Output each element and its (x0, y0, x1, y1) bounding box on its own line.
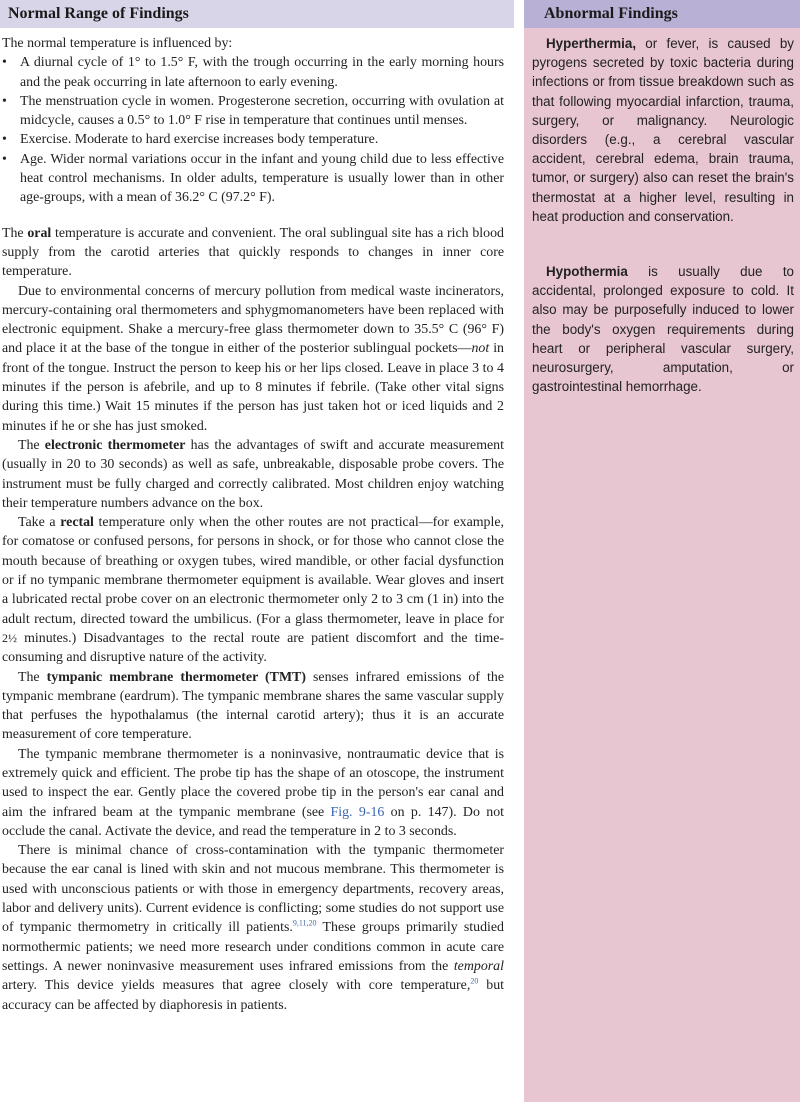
list-item: • Age. Wider normal variations occur in the infant and young child due to less effective heat control mechanisms. In older adults, temperature is usually lower than in other age-groups, with a mean of 36.2° C (97.2° F). (2, 150, 504, 208)
list-item: • The menstruation cycle in women. Progesterone secretion, occurring with ovulation at midcycle, causes a 0.5° to 1.0° F rise in temperature that continues until menses. (2, 92, 504, 131)
table-header (0, 0, 800, 28)
abnormal-findings-column (524, 28, 800, 1102)
electronic-paragraph: The electronic thermometer has the advantages of swift and accurate measurement (usually in 20 to 30 seconds) as well as safe, unbreakable, disposable probe covers. The instrument must be fully charged and correctly calibrated. Most children enjoy watching their temperature numbers advance on the box. (2, 437, 504, 511)
list-item: • Exercise. Moderate to hard exercise increases body temperature. (2, 130, 504, 149)
hyperthermia-paragraph: Hyperthermia, or fever, is caused by pyrogens secreted by toxic bacteria during infections or from tissue breakdown such as that following myocardial infarction, trauma, surgery, or malignancy. Neurologic disorders (e.g., a cerebral vascular accident, cerebral edema, brain trauma, tumor, or surgery) also can reset the brain's thermostat at a higher level, resulting in heat production and conservation. (532, 36, 794, 224)
electronic-term: electronic thermometer (44, 437, 186, 453)
abnormal-findings-header: Abnormal Findings (524, 0, 800, 28)
normal-findings-column (2, 34, 504, 1015)
noninvasive-paragraph: The tympanic membrane thermometer is a noninvasive, nontraumatic device that is extremely quick and efficient. The probe tip has the shape of an otoscope, the instrument used to inspect the ear. Gently place the covered probe tip in the person's ear canal and aim the infrared beam at the tympanic membrane (see Fig. 9-16 on p. 147). Do not occlude the canal. Activate the device, and read the temperature in 2 to 3 seconds. (2, 746, 504, 839)
list-item: • A diurnal cycle of 1° to 1.5° F, with the trough occurring in the early morning hours and the peak occurring in late afternoon to early evening. (2, 53, 504, 92)
normal-findings-header: Normal Range of Findings (0, 0, 514, 28)
rectal-paragraph: Take a rectal temperature only when the other routes are not practical—for example, for comatose or confused persons, for persons in shock, or for those who cannot close the mouth because of breathing or oxygen tubes, wired mandible, or other facial dysfunction or if no tympanic membrane thermometer equipment is available. Wear gloves and insert a lubricated rectal probe cover on an electronic thermometer only 2 to 3 cm (1 in) into the adult rectum, directed toward the umbilicus. (For a glass thermometer, leave in place for 2½ minutes.) Disadvantages to the rectal route are patient discomfort and the time-consuming and disruptive nature of the activity. (2, 515, 504, 666)
rectal-term: rectal (60, 515, 94, 531)
hypothermia-term: Hypothermia (546, 264, 628, 280)
figure-link[interactable]: Fig. 9-16 (330, 804, 385, 820)
tmt-paragraph: The tympanic membrane thermometer (TMT) senses infrared emissions of the tympanic membrane (eardrum). The tympanic membrane shares the same vascular supply that perfuses the hypothalamus (the internal carotid artery); thus it is an accurate measurement of core temperature. (2, 669, 505, 743)
reference-citation[interactable]: 9,11,20 (292, 918, 317, 928)
tmt-term: tympanic membrane thermometer (TMT) (46, 669, 306, 685)
hypothermia-paragraph: Hypothermia is usually due to accidental, prolonged exposure to cold. It also may be purposefully induced to lower the body's oxygen requirements during heart or peripheral vascular surgery, neurosurgery, amputation, or gastrointestinal hemorrhage. (532, 264, 794, 395)
mercury-paragraph: Due to environmental concerns of mercury pollution from medical waste incinerators, mercury-containing oral thermometers and sphygmomanometers have been replaced with electronic equipment. Shake a mercury-free glass thermometer down to 35.5° C (96° F) and place it at the base of the tongue in either of the posterior sublingual pockets—not in front of the tongue. Instruct the person to keep his or her lips closed. Leave in place 3 to 4 minutes if the person is afebrile, and up to 8 minutes if febrile. (Take other vital signs during this time.) Wait 15 minutes if the person has just taken hot or iced liquids and 2 minutes if he or she has just smoked. (2, 283, 504, 434)
oral-term: oral (27, 225, 52, 241)
intro-text: The normal temperature is influenced by: (2, 36, 233, 51)
influence-list (2, 53, 504, 207)
contamination-paragraph: There is minimal chance of cross-contamination with the tympanic thermometer because the ear canal is lined with skin and not mucous membrane. This thermometer is used with unconscious patients or with those in emergency departments, recovery areas, labor and delivery units). Current evidence is conflicting; some studies do not support use of tympanic thermometry in critically ill patients.$^{9,11,20}$ These groups primarily studied normothermic patients; we need more research under conditions common in acute care settings. A newer noninvasive measurement uses infrared emissions from the temporal artery. This device yields measures that agree closely with core temperature,$^{20}$ but accuracy can be affected by diaphoresis in patients. (2, 843, 505, 1013)
reference-citation[interactable]: 20 (470, 976, 479, 986)
hyperthermia-term: Hyperthermia, (546, 36, 637, 51)
oral-paragraph: The oral temperature is accurate and convenient. The oral sublingual site has a rich blood supply from the carotid arteries that quickly responds to changes in inner core temperature. (2, 225, 504, 280)
